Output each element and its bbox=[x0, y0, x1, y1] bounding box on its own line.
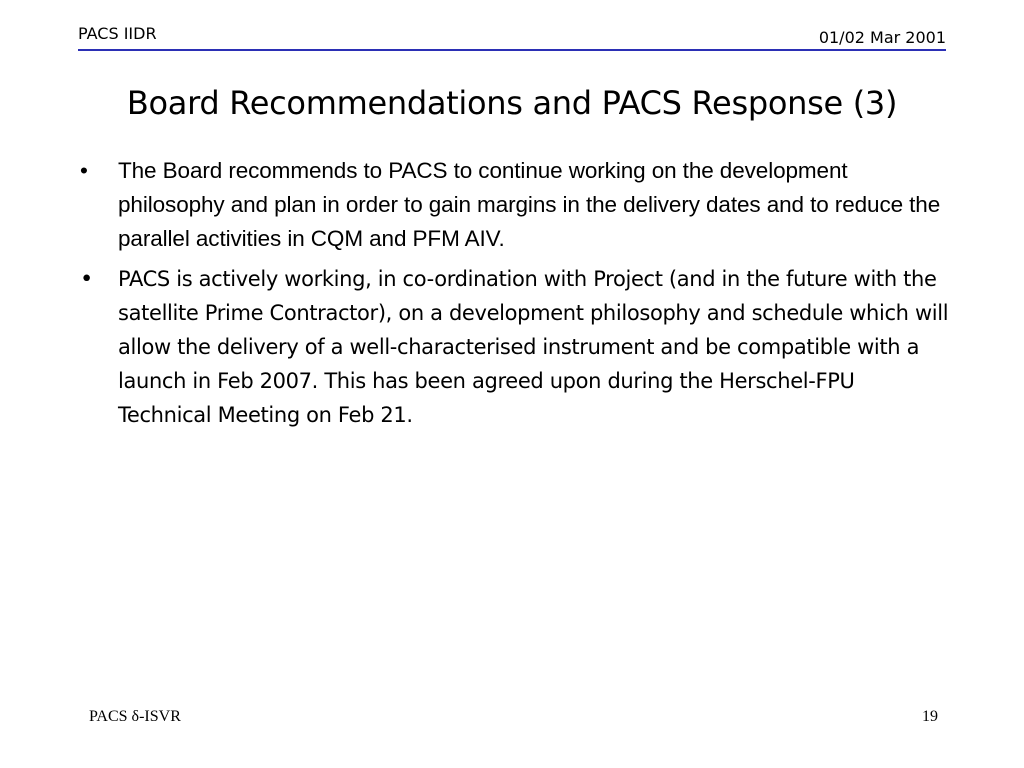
footer-left-label: PACS δ-ISVR bbox=[89, 708, 181, 725]
bullet-marker: • bbox=[80, 266, 94, 292]
bullet-item bbox=[80, 262, 950, 432]
page-number: 19 bbox=[922, 708, 938, 725]
header-date: 01/02 Mar 2001 bbox=[818, 28, 946, 47]
bullet-marker: • bbox=[80, 158, 88, 183]
bullet-list bbox=[80, 154, 950, 438]
bullet-item bbox=[80, 154, 950, 256]
bullet-text: PACS is actively working, in co-ordination with Project (and in the future with the satellite Prime Contractor), on a development philosophy and schedule which will allow the delivery of a well-characterised instrument and be compatible with a launch in Feb 2007. This has been agreed upon during the Herschel-FPU Technical Meeting on Feb 21. bbox=[118, 267, 949, 427]
header-left-label: PACS IIDR bbox=[78, 24, 157, 43]
bullet-text: The Board recommends to PACS to continue working on the development philosophy and plan in order to gain margins in the delivery dates and to reduce the parallel activities in CQM and PFM AIV. bbox=[118, 158, 941, 251]
header-divider bbox=[78, 49, 946, 51]
slide-title: Board Recommendations and PACS Response (3) bbox=[126, 84, 898, 122]
